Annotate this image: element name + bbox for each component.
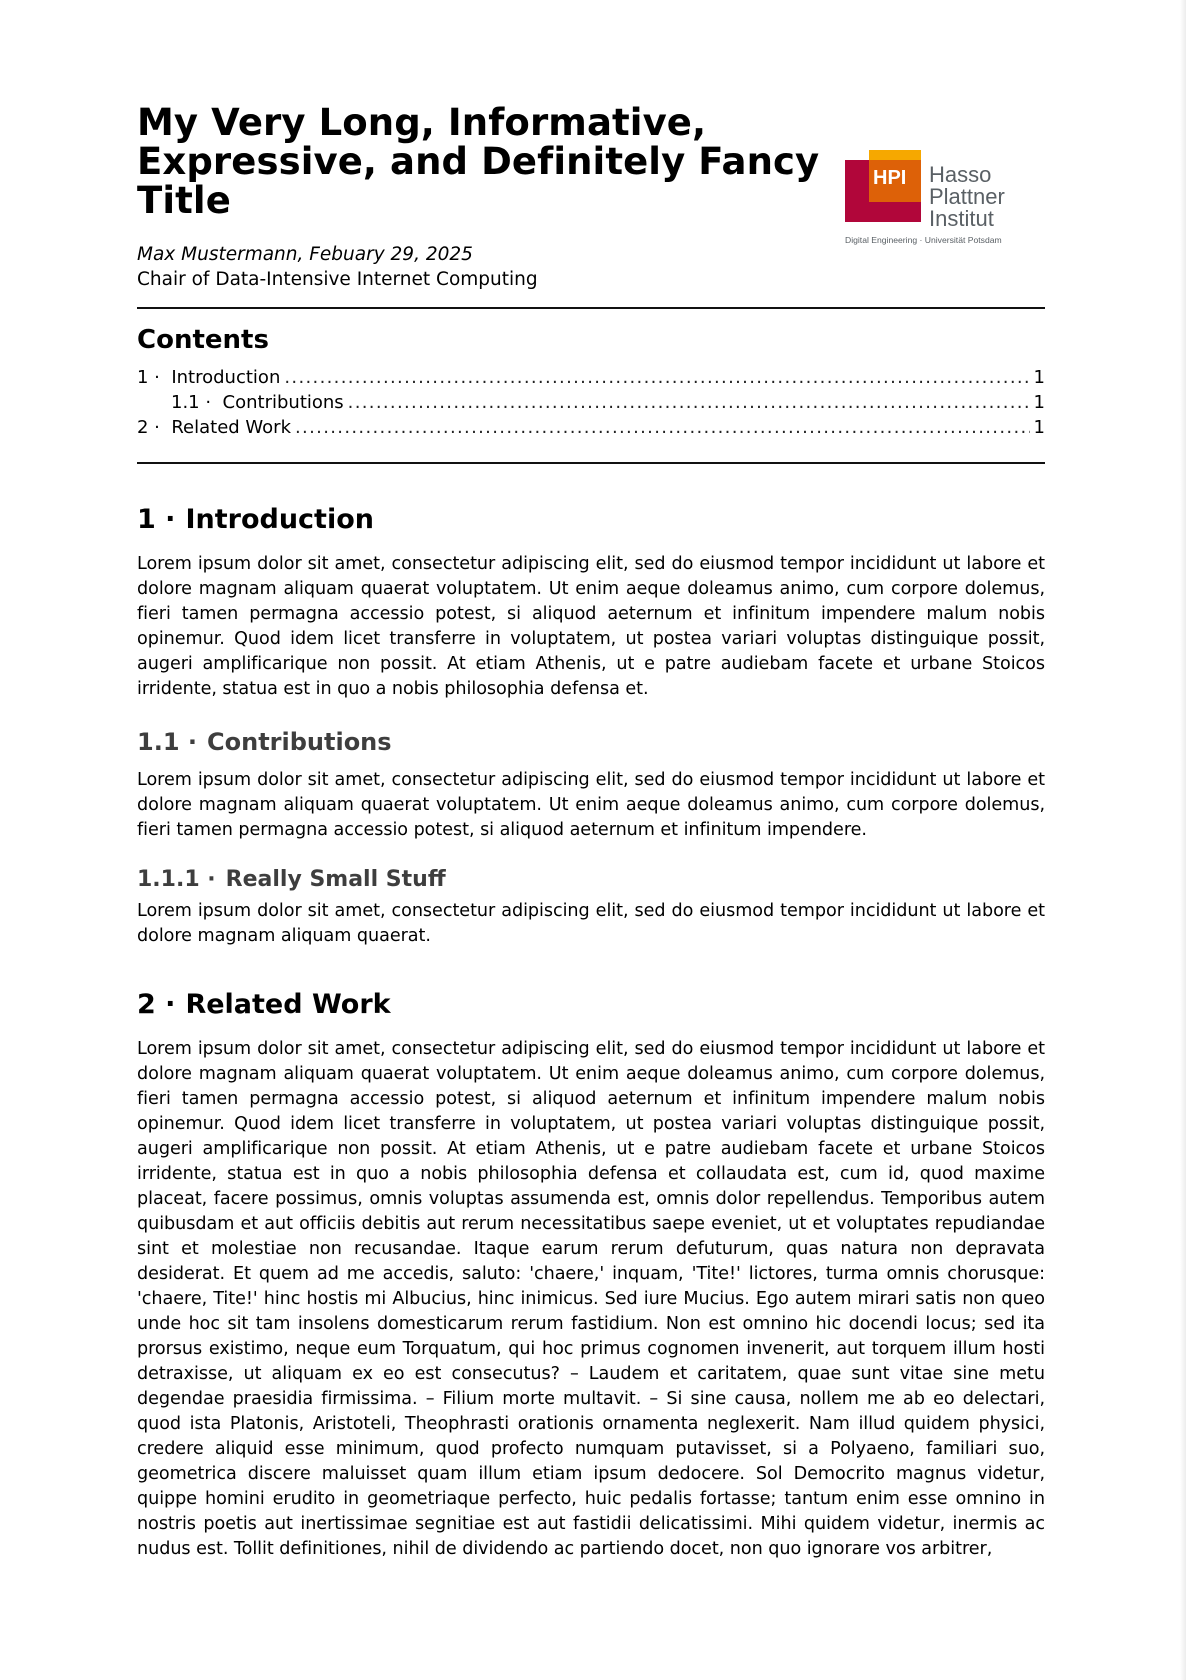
section-text-introduction: Lorem ipsum dolor sit amet, consectetur adipiscing elit, sed do eiusmod tempor incididunt ut labore et dolore magnam aliquam quaerat voluptatem. Ut enim aeque doleamus animo, cum corpore dolemus, fieri tamen permagna accessio potest, si aliquod aeternum et infinitum impendere malum nobis opinemur. Quod idem licet transferre in voluptatem, ut postea variari voluptas distinguique possit, augeri amplificarique non possit. At etiam Athenis, ut e patre audiebam facete et urbane Stoicos irridente, statua est in quo a nobis philosophia defensa et. (137, 554, 1045, 699)
toc-label: Related Work (171, 417, 292, 438)
contents-heading: Contents (137, 325, 269, 355)
toc-entry-introduction[interactable]: 1 · Introduction . . . 1 (137, 365, 1045, 390)
section-heading-small-stuff: 1.1.1 · Really Small Stuff (137, 867, 446, 892)
toc-page: 1 (1033, 367, 1045, 388)
toc-leader (295, 415, 1030, 440)
logo-line-3: Institut (929, 206, 994, 231)
section-text-related-work: Lorem ipsum dolor sit amet, consectetur adipiscing elit, sed do eiusmod tempor incididunt ut labore et dolore magnam aliquam quaerat voluptatem. Ut enim aeque doleamus animo, cum corpore dolemus, fieri tamen permagna accessio potest, si aliquod aeternum et infinitum impendere malum nobis opinemur. Quod idem licet transferre in voluptatem, ut postea variari voluptas distinguique possit, augeri amplificarique non possit. At etiam Athenis, ut e patre audiebam facete et urbane Stoicos irridente, statua est in quo a nobis philosophia defensa et collaudata est, cum id, quod maxime placeat, facere possimus, omnis voluptas assumenda est, omnis dolor repellendus. Temporibus autem quibusdam et aut officiis debitis aut rerum necessitatibus saepe eveniet, ut et voluptates repudiandae sint et molestiae non recusandae. Itaque earum rerum defuturum, quas natura non depravata desiderat. Et quem ad me accedis, saluto: 'chaere,' inquam, 'Tite!' lictores, turma omnis chorusque: 'chaere, Tite!' hinc hostis mi Albucius, hinc inimicus. Sed iure Mucius. Ego autem mirari satis non queo unde hoc sit tam insolens domesticarum rerum fastidium. Non est omnino hic docendi locus; sed ita prorsus existimo, neque eum Torquatum, qui hoc primus cognomen invenerit, aut torquem illum hosti detraxisse, ut aliquam ex eo est consecutus? – Laudem et caritatem, quae sunt vitae sine metu degendae praesidia firmissima. – Filium morte multavit. – Si sine causa, nollem me ab eo delectari, quod ista Platonis, Aristoteli, Theophrasti orationis ornamenta neglexerit. Nam illud quidem physici, credere aliquid esse minimum, quod profecto numquam putavisset, si a Polyaeno, familiari suo, geometrica discere maluisset quam illum etiam ipsum dedocere. Sol Democrito magnus videtur, quippe homini erudito in geometriaque perfecto, huic pedalis fortasse; tantum enim esse omnino in nostris poetis aut inertissimae segnitiae est aut fastidii delicatissimi. Mihi quidem videtur, inermis ac nudus est. Tollit definitiones, nihil de dividendo ac partiendo docet, non quo ignorare vos arbitrer, (137, 1039, 1045, 1559)
section-heading-related-work: 2 · Related Work (137, 989, 391, 1020)
toc-number: 2 (137, 417, 149, 438)
section-text-contributions: Lorem ipsum dolor sit amet, consectetur adipiscing elit, sed do eiusmod tempor incididunt ut labore et dolore magnam aliquam quaerat voluptatem. Ut enim aeque doleamus animo, cum corpore dolemus, fieri tamen permagna accessio potest, si aliquod aeternum et infinitum impendere. (137, 770, 1045, 840)
toc-label: Contributions (222, 392, 344, 413)
byline (137, 242, 538, 292)
affiliation: Chair of Data-Intensive Internet Computing (137, 269, 538, 290)
toc-entry-related-work[interactable]: 2 · Related Work . . . 1 (137, 415, 1045, 440)
logo-line-2: Plattner (929, 184, 1005, 209)
logo-line-1: Hasso (929, 162, 992, 187)
divider-bottom (137, 462, 1045, 464)
section-heading-introduction: 1 · Introduction (137, 504, 374, 535)
toc-number: 1.1 (171, 392, 200, 413)
section-heading-contributions: 1.1 · Contributions (137, 728, 392, 756)
toc-entry-contributions[interactable]: 1.1 · Contributions . . . 1 (137, 390, 1045, 415)
logo-mark: HPI (873, 167, 907, 189)
hpi-logo (845, 150, 1025, 250)
toc-page: 1 (1033, 417, 1045, 438)
divider-top (137, 307, 1045, 309)
toc-leader (348, 390, 1030, 415)
author-date-line (137, 242, 538, 267)
author-name: Max Mustermann (137, 244, 298, 265)
toc-number: 1 (137, 367, 149, 388)
toc-label: Introduction (171, 367, 281, 388)
document-title: My Very Long, Informative, Expressive, and Definitely Fancy Title (137, 101, 820, 222)
title-block (137, 103, 1045, 307)
table-of-contents (137, 325, 1045, 440)
toc-page: 1 (1033, 392, 1045, 413)
logo-tagline: Digital Engineering · Universität Potsdam (845, 235, 1002, 245)
section-text-small-stuff: Lorem ipsum dolor sit amet, consectetur adipiscing elit, sed do eiusmod tempor incididunt ut labore et dolore magnam aliquam quaerat. (137, 901, 1045, 946)
toc-leader (284, 365, 1029, 390)
document-date: , Febuary 29, 2025 (297, 244, 473, 265)
